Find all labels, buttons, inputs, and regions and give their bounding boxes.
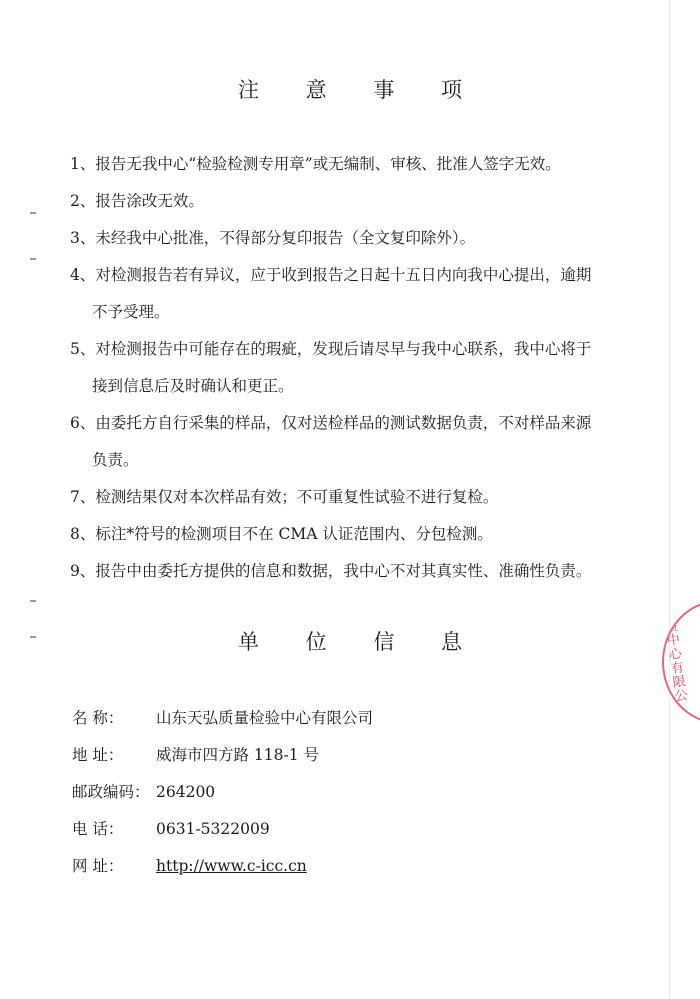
note-item-7 bbox=[70, 479, 650, 516]
unit-info-title: 单 位 信 息 bbox=[237, 630, 483, 654]
note-text: 6、由委托方自行采集的样品，仅对送检样品的测试数据负责，不对样品来源 bbox=[70, 414, 592, 432]
note-item-1 bbox=[70, 146, 650, 183]
note-item-4 bbox=[70, 257, 650, 331]
info-value: 山东天弘质量检验中心有限公司 bbox=[156, 709, 374, 727]
note-text: 5、对检测报告中可能存在的瑕疵，发现后请尽早与我中心联系，我中心将于 bbox=[70, 340, 592, 358]
info-value: 264200 bbox=[156, 783, 216, 801]
note-text: 2、报告涂改无效。 bbox=[70, 192, 204, 210]
note-item-8 bbox=[70, 516, 650, 553]
edge-mark bbox=[30, 258, 36, 260]
note-item-5 bbox=[70, 331, 650, 405]
info-row-postcode bbox=[72, 774, 373, 811]
info-value: 威海市四方路 118-1 号 bbox=[156, 746, 320, 764]
unit-info-list bbox=[72, 700, 373, 885]
info-row-address bbox=[72, 737, 373, 774]
note-item-6 bbox=[70, 405, 650, 479]
note-text: 4、对检测报告若有异议，应于收到报告之日起十五日内向我中心提出，逾期 bbox=[70, 266, 592, 284]
note-text: 3、未经我中心批准，不得部分复印报告（全文复印除外）。 bbox=[70, 229, 476, 247]
info-label: 电 话： bbox=[72, 820, 124, 838]
note-item-9 bbox=[70, 553, 650, 590]
seal-text: 验中心有限公 bbox=[664, 618, 689, 705]
info-row-website bbox=[72, 848, 373, 885]
notes-list bbox=[70, 146, 650, 590]
note-text-continued: 不予受理。 bbox=[92, 303, 170, 321]
note-text: 1、报告无我中心“检验检测专用章”或无编制、审核、批准人签字无效。 bbox=[70, 155, 561, 173]
page-edge-line bbox=[669, 0, 670, 999]
info-label: 名 称： bbox=[72, 709, 124, 727]
notes-title: 注 意 事 项 bbox=[237, 78, 483, 102]
note-text: 9、报告中由委托方提供的信息和数据，我中心不对其真实性、准确性负责。 bbox=[70, 562, 592, 580]
info-label: 邮政编码： bbox=[72, 783, 150, 801]
note-text-continued: 负责。 bbox=[92, 451, 139, 469]
edge-mark bbox=[30, 600, 36, 602]
official-seal-stamp bbox=[662, 600, 700, 724]
website-link[interactable]: http://www.c-icc.cn bbox=[156, 857, 307, 875]
edge-mark bbox=[30, 212, 36, 214]
info-label: 地 址： bbox=[72, 746, 124, 764]
info-row-phone bbox=[72, 811, 373, 848]
info-row-name bbox=[72, 700, 373, 737]
note-text-continued: 接到信息后及时确认和更正。 bbox=[92, 377, 294, 395]
note-item-3 bbox=[70, 220, 650, 257]
info-value: 0631-5322009 bbox=[156, 820, 270, 838]
info-label: 网 址： bbox=[72, 857, 124, 875]
note-text: 7、检测结果仅对本次样品有效；不可重复性试验不进行复检。 bbox=[70, 488, 499, 506]
note-text: 8、标注*符号的检测项目不在 CMA 认证范围内、分包检测。 bbox=[70, 525, 493, 543]
note-item-2 bbox=[70, 183, 650, 220]
